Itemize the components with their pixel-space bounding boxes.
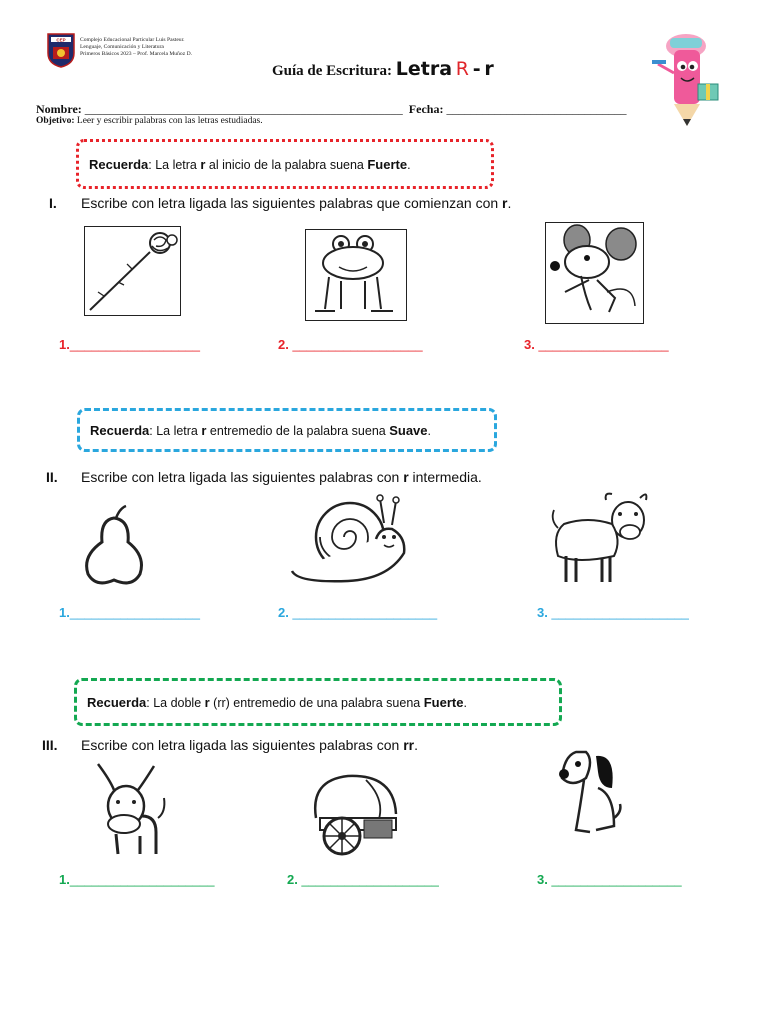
section-3-numeral: III. (42, 737, 58, 753)
section-2-instruction: Escribe con letra ligada las siguientes palabras con r intermedia. (81, 469, 482, 485)
title-lower-letter: r (484, 58, 494, 80)
title-dash: - (472, 58, 481, 80)
section-1-instruction: Escribe con letra ligada las siguientes palabras que comienzan con r. (81, 195, 512, 211)
logo-text: CEP (56, 37, 66, 43)
name-label: Nombre: (36, 102, 82, 116)
section-3-instruction: Escribe con letra ligada las siguientes palabras con rr. (81, 737, 418, 753)
school-info (80, 37, 192, 59)
answer-1-3[interactable]: 3. __________________ (524, 337, 669, 352)
reminder-text-2: Recuerda: La letra r entremedio de la palabra suena Suave. (90, 422, 431, 438)
answer-2-2[interactable]: 2. ____________________ (278, 605, 438, 620)
section-2-numeral: II. (46, 469, 58, 485)
pear-image (80, 502, 150, 590)
mouse-image (545, 222, 644, 324)
page-title (272, 58, 494, 80)
reminder-text-1: Recuerda: La letra r al inicio de la palabra suena Fuerte. (89, 156, 411, 172)
name-date-row (36, 102, 626, 117)
cart-image (308, 770, 408, 858)
pencil-mascot-image (646, 28, 726, 128)
answer-1-1[interactable]: 1.__________________ (59, 337, 200, 352)
frog-image (305, 229, 407, 321)
title-word: Letra (395, 58, 453, 80)
reminder-box-3 (74, 678, 562, 726)
section-1-numeral: I. (49, 195, 57, 211)
objective-text: Leer y escribir palabras con las letras estudiadas. (76, 116, 263, 126)
answer-3-2[interactable]: 2. ___________________ (287, 872, 439, 887)
rose-image (84, 226, 181, 316)
school-name: Complejo Educacional Particular Luis Pasteur. (80, 37, 185, 43)
snail-image (288, 493, 408, 585)
reminder-box-2 (77, 408, 497, 452)
date-label: Fecha: (408, 102, 444, 116)
reminder-text-3: Recuerda: La doble r (rr) entremedio de una palabra suena Fuerte. (87, 694, 467, 710)
reminder-box-1 (76, 139, 494, 189)
answer-3-1[interactable]: 1.____________________ (59, 872, 215, 887)
date-field[interactable]: ______________________________ (446, 102, 627, 116)
subject-name: Lenguaje, Comunicación y Literatura (80, 44, 164, 51)
answer-2-3[interactable]: 3. ___________________ (537, 605, 689, 620)
course-teacher: Primeros Básicos 2023 – Prof. Marcela Muñoz D. (80, 51, 193, 58)
school-logo (47, 33, 75, 68)
answer-1-2[interactable]: 2. __________________ (278, 337, 423, 352)
title-upper-letter: R (455, 58, 469, 80)
dog-image (556, 748, 626, 838)
donkey-image (92, 760, 172, 858)
title-prefix: Guía de Escritura: (272, 63, 392, 79)
objective-label: Objetivo: (36, 116, 75, 126)
answer-2-1[interactable]: 1.__________________ (59, 605, 200, 620)
bull-image (548, 490, 652, 588)
answer-3-3[interactable]: 3. __________________ (537, 872, 682, 887)
objective-row (36, 116, 263, 126)
name-field[interactable]: _____________________________________________________ (84, 102, 403, 116)
